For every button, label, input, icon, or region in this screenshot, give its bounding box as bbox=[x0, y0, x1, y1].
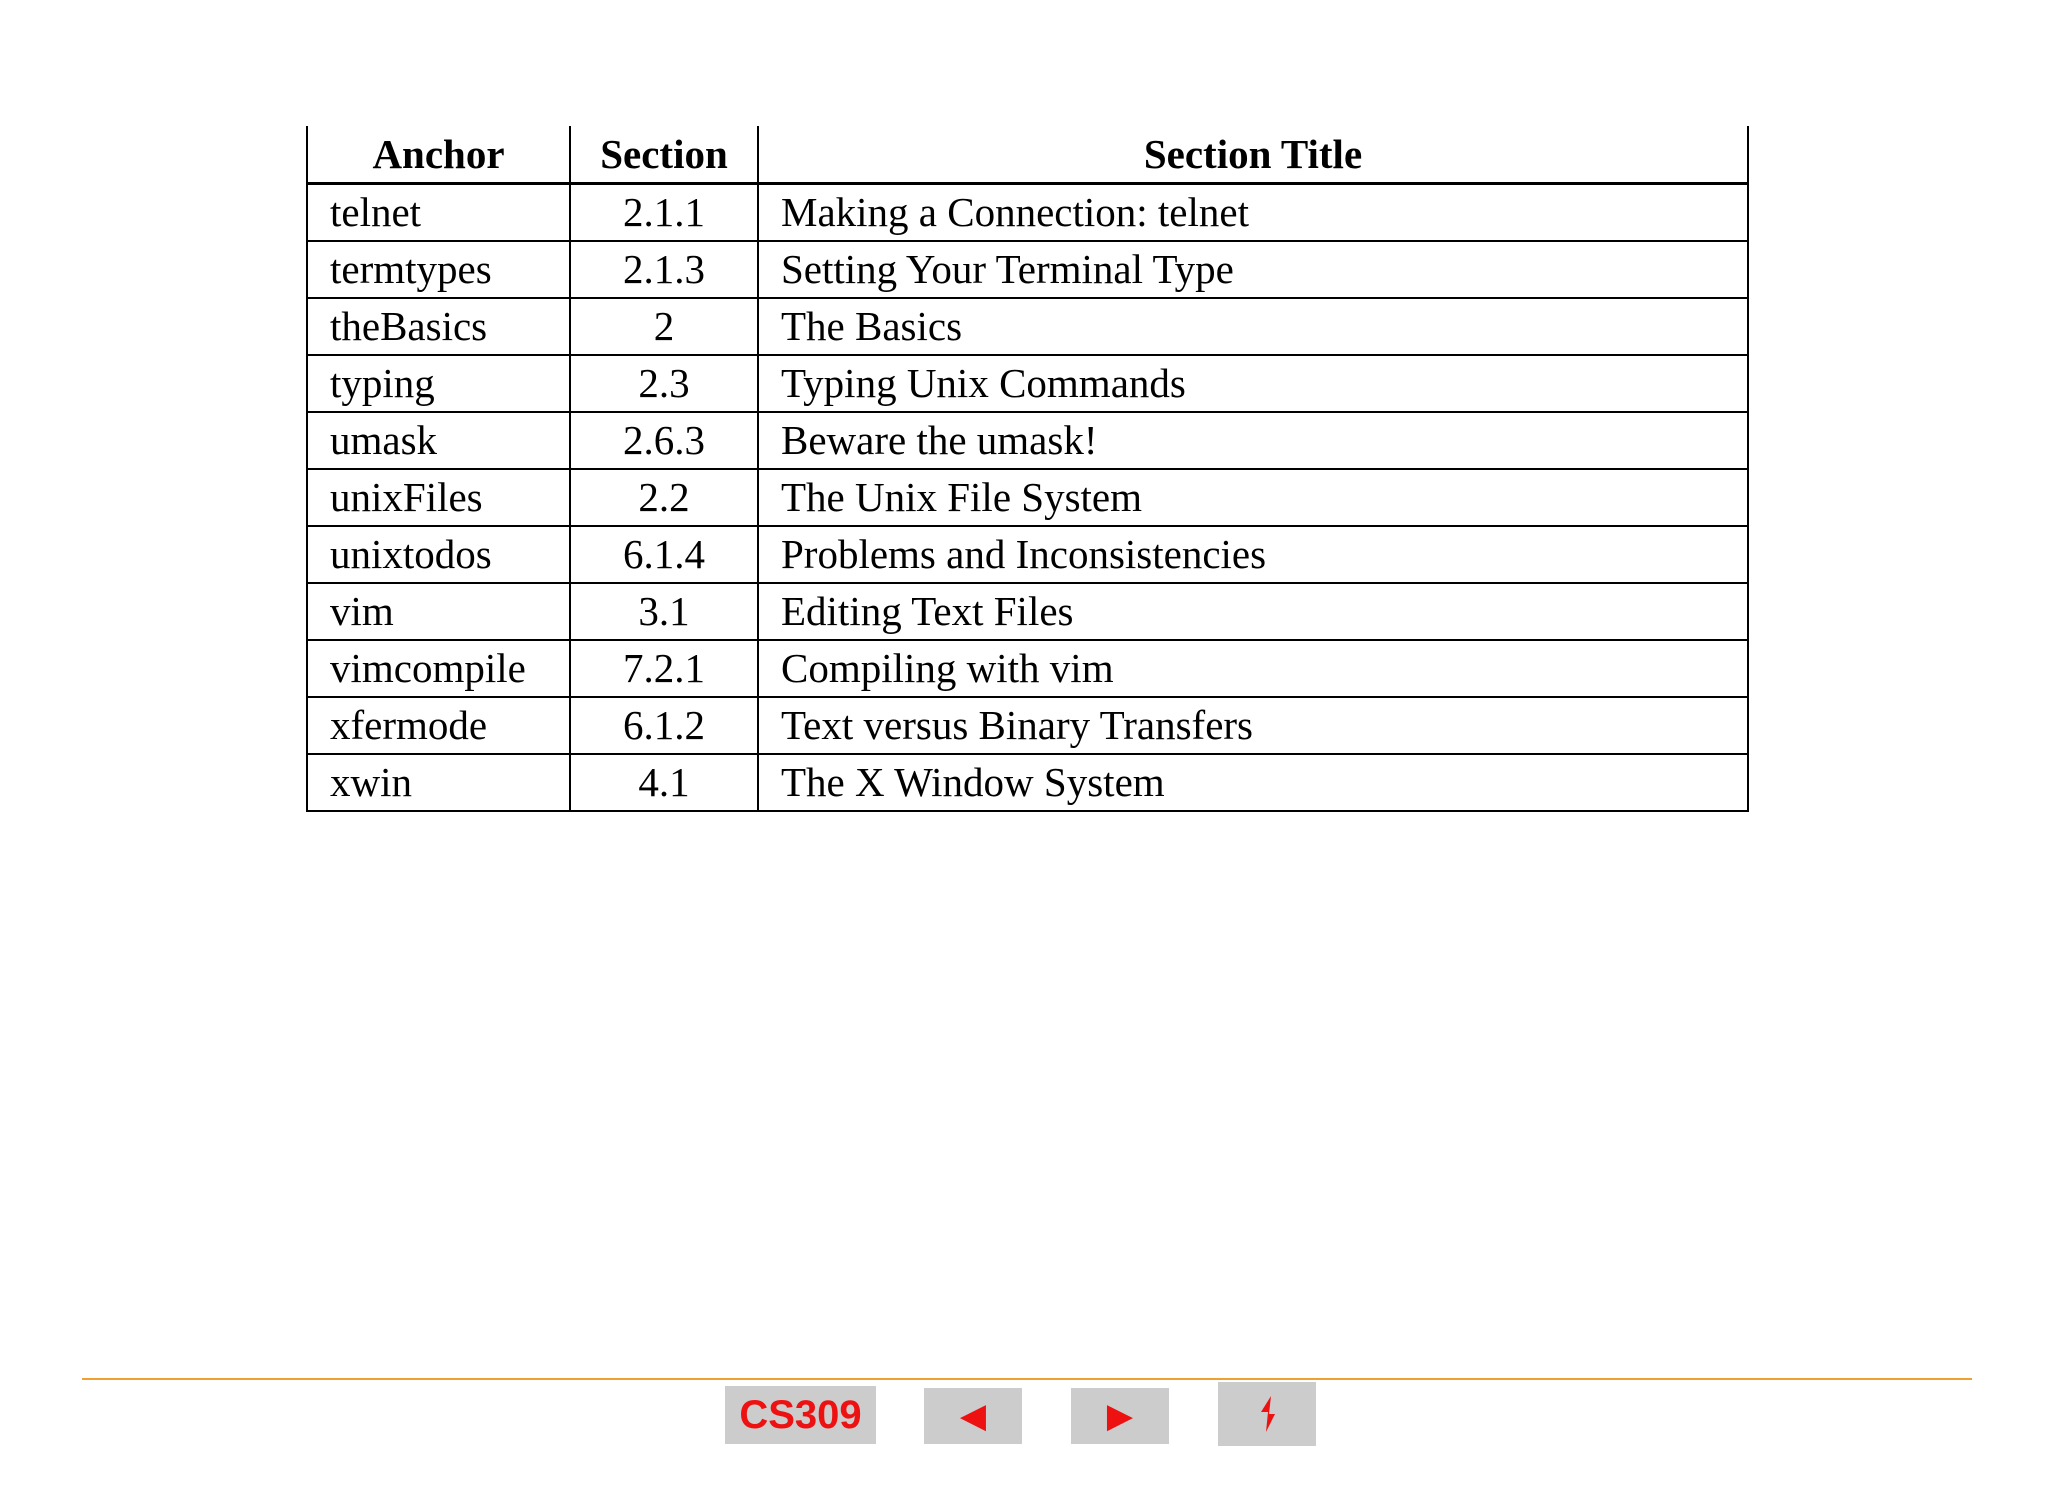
header-row bbox=[307, 126, 1748, 184]
title-cell: Making a Connection: telnet bbox=[758, 184, 1748, 242]
section-cell: 2.3 bbox=[570, 355, 758, 412]
course-home-button[interactable] bbox=[725, 1386, 876, 1444]
anchor-cell: unixFiles bbox=[307, 469, 570, 526]
anchor-table bbox=[306, 126, 1749, 812]
table-row bbox=[307, 241, 1748, 298]
title-cell: Text versus Binary Transfers bbox=[758, 697, 1748, 754]
section-cell: 2.2 bbox=[570, 469, 758, 526]
anchor-cell: umask bbox=[307, 412, 570, 469]
table-row bbox=[307, 412, 1748, 469]
course-label: CS309 bbox=[739, 1392, 862, 1437]
anchor-cell: typing bbox=[307, 355, 570, 412]
anchor-cell: theBasics bbox=[307, 298, 570, 355]
anchor-cell: xfermode bbox=[307, 697, 570, 754]
back-button[interactable] bbox=[1218, 1382, 1316, 1446]
title-cell: The X Window System bbox=[758, 754, 1748, 811]
return-arrow-icon bbox=[1255, 1394, 1279, 1434]
header-section: Section bbox=[570, 126, 758, 184]
footer-divider bbox=[82, 1378, 1972, 1380]
table-row bbox=[307, 754, 1748, 811]
previous-page-button[interactable] bbox=[924, 1388, 1022, 1444]
table-row bbox=[307, 526, 1748, 583]
table-row bbox=[307, 298, 1748, 355]
section-cell: 7.2.1 bbox=[570, 640, 758, 697]
next-page-button[interactable] bbox=[1071, 1388, 1169, 1444]
triangle-right-icon: ▶ bbox=[1106, 1396, 1134, 1436]
section-cell: 3.1 bbox=[570, 583, 758, 640]
title-cell: Problems and Inconsistencies bbox=[758, 526, 1748, 583]
title-cell: The Unix File System bbox=[758, 469, 1748, 526]
title-cell: Beware the umask! bbox=[758, 412, 1748, 469]
title-cell: Setting Your Terminal Type bbox=[758, 241, 1748, 298]
section-cell: 6.1.4 bbox=[570, 526, 758, 583]
anchor-cell: xwin bbox=[307, 754, 570, 811]
triangle-left-icon: ◀ bbox=[959, 1396, 987, 1436]
header-section-title: Section Title bbox=[758, 126, 1748, 184]
table-row bbox=[307, 640, 1748, 697]
section-cell: 4.1 bbox=[570, 754, 758, 811]
section-cell: 2.6.3 bbox=[570, 412, 758, 469]
title-cell: Compiling with vim bbox=[758, 640, 1748, 697]
section-cell: 6.1.2 bbox=[570, 697, 758, 754]
title-cell: Typing Unix Commands bbox=[758, 355, 1748, 412]
title-cell: The Basics bbox=[758, 298, 1748, 355]
anchor-cell: vim bbox=[307, 583, 570, 640]
title-cell: Editing Text Files bbox=[758, 583, 1748, 640]
anchor-cell: unixtodos bbox=[307, 526, 570, 583]
anchor-cell: vimcompile bbox=[307, 640, 570, 697]
anchor-cell: telnet bbox=[307, 184, 570, 242]
anchor-cell: termtypes bbox=[307, 241, 570, 298]
section-cell: 2 bbox=[570, 298, 758, 355]
header-anchor: Anchor bbox=[307, 126, 570, 184]
table-row bbox=[307, 184, 1748, 242]
section-cell: 2.1.3 bbox=[570, 241, 758, 298]
table-row bbox=[307, 583, 1748, 640]
table-row bbox=[307, 355, 1748, 412]
table-row bbox=[307, 469, 1748, 526]
table-row bbox=[307, 697, 1748, 754]
section-cell: 2.1.1 bbox=[570, 184, 758, 242]
